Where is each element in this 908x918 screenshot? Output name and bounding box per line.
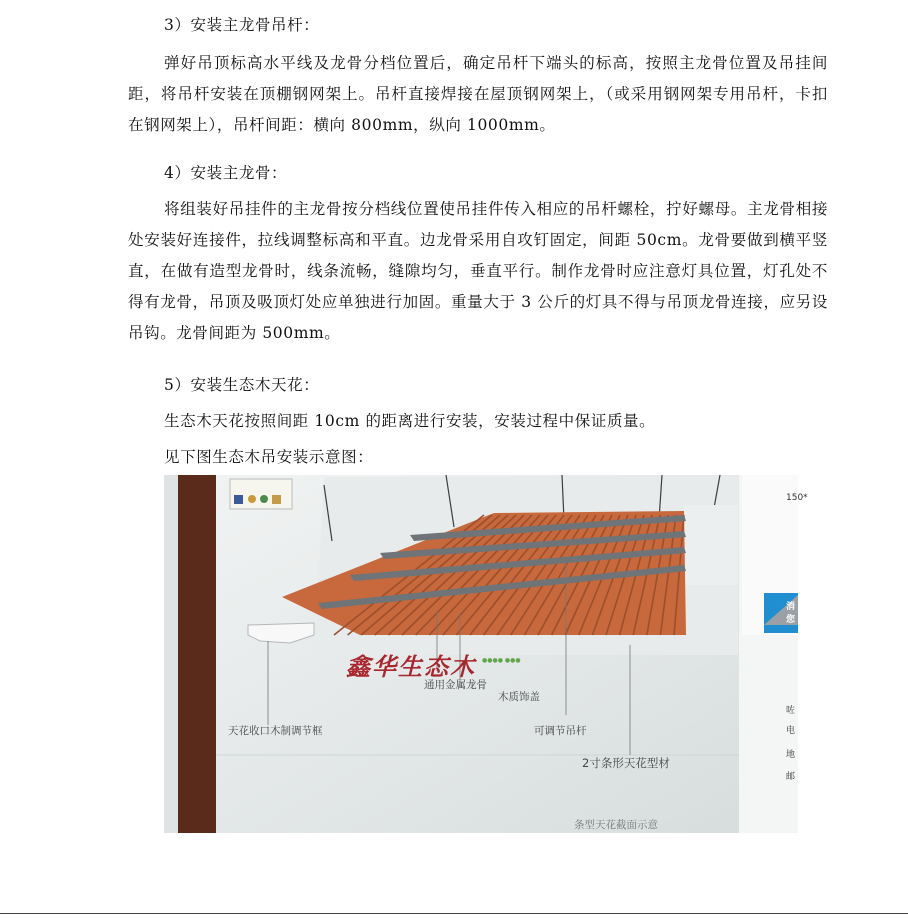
brand-slogan-mark: ●●●● ●●● [482,657,521,664]
side-snippet: 150* [786,493,808,503]
side-snippet: 邮 [786,772,796,782]
section-3-body: 弹好吊顶标高水平线及龙骨分档位置后，确定吊杆下端头的标高，按照主龙骨位置及吊挂间距，将吊杆安装在顶棚钢网架上。吊杆直接焊接在屋顶钢网架上，（或采用钢网架专用吊杆，卡扣在钢网架上），吊杆间距：横向 800mm，纵向 1000mm。 [128,54,828,134]
section-5-body: 生态木天花按照间距 10cm 的距离进行安装，安装过程中保证质量。 [164,412,656,430]
page-bottom-rule [0,913,908,914]
label-caption-partial: 条型天花截面示意 [574,819,658,831]
ceiling-illustration [164,475,798,833]
section-4-heading: 4）安装主龙骨： [164,164,288,182]
side-snippet: 电 [786,726,796,736]
section-4-body: 将组装好吊挂件的主龙骨按分档线位置使吊挂件传入相应的吊杆螺栓，拧好螺母。主龙骨相接处安装好连接件，拉线调整标高和平直。边龙骨采用自攻钉固定，间距 50cm。龙骨要做到横平竖直，在做有造型龙骨时，线条流畅，缝隙均匀，垂直平行。制作龙骨时应注意灯具位置，灯孔处不得有龙骨，吊顶及吸顶灯处应单独进行加固。重量大于 3 公斤的灯具不得与吊顶龙骨连接，应另设吊钩。龙骨间距为 500mm。 [128,200,828,342]
tool-icon [260,495,268,503]
side-snippet: 咗 [786,706,796,716]
section-3-heading: 3）安装主龙骨吊杆： [164,16,320,34]
tool-icon [272,495,281,504]
label-metal-keel: 通用金属龙骨 [424,679,487,691]
section-5-heading: 5）安装生态木天花： [164,376,320,394]
side-snippet: 地 [786,750,796,760]
side-snippet: 消您 [786,602,796,625]
brand-logo: 鑫华生态木 [346,653,476,681]
label-adjustable-rod: 可调节吊杆 [534,725,587,737]
tool-icon [248,495,256,503]
figure-intro: 见下图生态木吊安装示意图： [164,448,374,466]
save-icon [234,495,243,504]
label-strip-material: 2寸条形天花型材 [582,756,670,770]
label-edge-trim: 天花收口木制调节框 [228,725,323,737]
label-wood-cover: 木质饰盖 [498,691,540,703]
installation-diagram-photo [164,475,808,833]
left-wood-frame [178,475,216,833]
